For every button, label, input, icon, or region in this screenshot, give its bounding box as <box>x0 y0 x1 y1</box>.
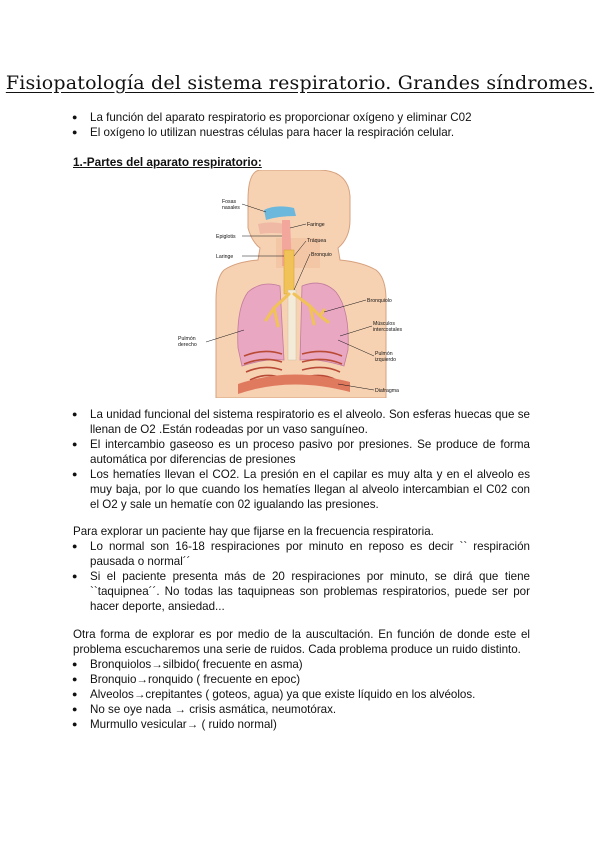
trachea <box>284 250 294 294</box>
intro-list <box>90 110 530 140</box>
figure-label-diafragma: Diafragma <box>375 388 399 394</box>
list-item: ● Lo normal son 16-18 respiraciones por minuto en reposo es decir `` respiración pausada o normal´´ <box>90 539 530 569</box>
figure-label-fosas-nasales-2: nasales <box>222 205 240 211</box>
figure-label-musculos-2: intercostales <box>373 327 403 333</box>
figure-label-bronquio: Bronquio <box>311 252 332 258</box>
figure-label-pulmon-derecho-2: derecho <box>178 342 197 348</box>
list-item: ● No se oye nada → crisis asmática, neumotórax. <box>90 702 530 717</box>
figure-label-pulmon-izquierdo-2: izquierdo <box>375 357 397 363</box>
anatomy-illustration <box>178 170 424 398</box>
figure-label-bronquiolo: Bronquiolo <box>367 298 392 304</box>
page-title: Fisiopatología del sistema respiratorio. Grandes síndromes. <box>5 72 595 94</box>
figure-label-faringe: Faringe <box>307 222 325 228</box>
figure-label-fosas-nasales: Fosas <box>222 199 237 205</box>
list-item: ● Alveolos→crepitantes ( goteos, agua) ya que existe líquido en los alvéolos. <box>90 687 530 702</box>
list-item: ● El oxígeno lo utilizan nuestras células para hacer la respiración celular. <box>90 125 530 140</box>
list-item: ● Bronquio→ronquido ( frecuente en epoc) <box>90 672 530 687</box>
respiratory-system-figure <box>178 170 424 398</box>
auscultation-paragraph: Otra forma de explorar es por medio de la auscultación. En función de donde este el problema escucharemos una serie de ruidos. Cada problema produce un ruido distinto. <box>73 628 530 656</box>
frequency-list <box>90 539 530 614</box>
figure-label-pulmon-derecho: Pulmón <box>178 336 196 342</box>
explore-paragraph: Para explorar un paciente hay que fijarse en la frecuencia respiratoria. <box>73 525 434 538</box>
list-item: ● Murmullo vesicular→ ( ruido normal) <box>90 717 530 732</box>
list-item: ● La unidad funcional del sistema respiratorio es el alveolo. Son esferas huecas que se llenan de O2 .Están rodeadas por un vaso sanguíneo. <box>90 407 530 437</box>
section-heading: 1.-Partes del aparato respiratorio: <box>73 155 262 169</box>
list-item: ● El intercambio gaseoso es un proceso pasivo por presiones. Se produce de forma automática por diferencias de presiones <box>90 437 530 467</box>
list-item: ● Los hematíes llevan el CO2. La presión en el capilar es muy alta y en el alveolo es muy baja, por lo que cuando los hematíes llegan al alveolo intercambian el C02 con el O2 y sale un hematíe con 02 igualando las presiones. <box>90 467 530 512</box>
figure-label-pulmon-izquierdo: Pulmón <box>375 351 393 357</box>
figure-label-traquea: Tráquea <box>307 238 327 244</box>
sound-list <box>90 657 530 732</box>
figure-label-epiglotis: Epiglotis <box>216 234 236 240</box>
list-item: ● Si el paciente presenta más de 20 respiraciones por minuto, se dirá que tiene ``taquipnea´´. No todas las taquipneas son problemas respiratorios, puede ser por hacer deporte, ansiedad... <box>90 569 530 614</box>
figure-label-musculos: Músculos <box>373 321 395 327</box>
list-item: ● La función del aparato respiratorio es proporcionar oxígeno y eliminar C02 <box>90 110 530 125</box>
list-item: ● Bronquiolos→silbido( frecuente en asma) <box>90 657 530 672</box>
alveolo-list <box>90 407 530 512</box>
figure-label-laringe: Laringe <box>216 254 234 260</box>
